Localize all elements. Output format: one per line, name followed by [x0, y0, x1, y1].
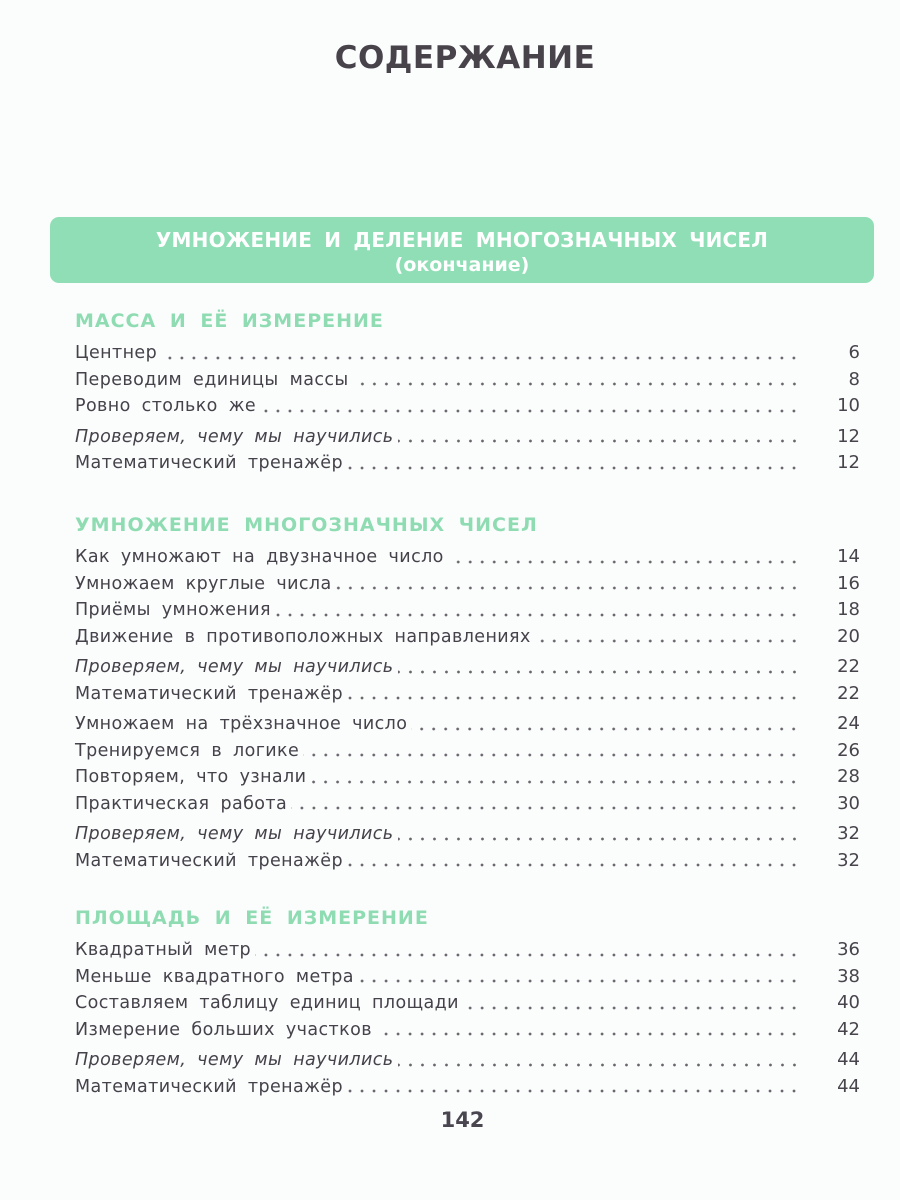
entry-page: 30 [837, 792, 860, 814]
dot-leader [161, 356, 800, 360]
section-heading: МАССА И ЕЁ ИЗМЕРЕНИЕ [75, 310, 384, 332]
page-number: 142 [440, 1108, 485, 1132]
dot-leader [347, 696, 800, 700]
entry-label: Проверяем, чему мы научились [75, 821, 398, 848]
entry-label: Центнер [75, 340, 161, 367]
toc-entry[interactable] [75, 990, 860, 1017]
dot-leader [398, 837, 800, 841]
toc-entry[interactable] [75, 654, 860, 681]
entry-page: 12 [837, 452, 860, 473]
dot-leader [347, 1089, 800, 1093]
toc-entry[interactable] [75, 1017, 860, 1044]
entry-page: 44 [837, 1075, 860, 1097]
toc-entry[interactable] [75, 424, 860, 451]
dot-leader [398, 670, 800, 674]
entry-page: 8 [848, 368, 860, 390]
page-title: СОДЕРЖАНИЕ [334, 40, 596, 76]
entry-page: 6 [848, 342, 860, 363]
entry-label: Составляем таблицу единиц площади [75, 990, 463, 1017]
entry-label: Движение в противоположных направлениях [75, 624, 535, 651]
entry-page: 32 [837, 823, 860, 844]
toc-section-mass [75, 308, 860, 477]
entry-label: Математический тренажёр [75, 1074, 347, 1101]
toc-entry[interactable] [75, 821, 860, 848]
entry-page: 14 [837, 546, 860, 567]
entry-label: Проверяем, чему мы научились [75, 424, 398, 451]
toc-entry[interactable] [75, 450, 860, 477]
entry-label: Проверяем, чему мы научились [75, 654, 398, 681]
toc-entry[interactable] [75, 597, 860, 624]
toc-entry[interactable] [75, 1047, 860, 1074]
dot-leader [535, 639, 800, 643]
entry-label: Умножаем на трёхзначное число [75, 711, 411, 738]
dot-leader [463, 1006, 800, 1010]
toc-entry[interactable] [75, 393, 860, 420]
entry-label: Повторяем, что узнали [75, 764, 310, 791]
toc-entry[interactable] [75, 711, 860, 738]
entry-page: 26 [837, 739, 860, 761]
toc-section-area [75, 905, 860, 1100]
dot-leader [291, 806, 800, 810]
entry-page: 18 [837, 599, 860, 620]
entry-label: Как умножают на двузначное число [75, 544, 448, 571]
entry-page: 22 [837, 682, 860, 704]
toc-entry[interactable] [75, 738, 860, 765]
chapter-banner [50, 217, 874, 283]
dot-leader [275, 613, 800, 617]
toc-entry[interactable] [75, 1074, 860, 1101]
dot-leader [347, 863, 800, 867]
chapter-subtitle: (окончание) [394, 254, 530, 276]
entry-label: Проверяем, чему мы научились [75, 1047, 398, 1074]
dot-leader [255, 953, 800, 957]
entry-label: Квадратный метр [75, 937, 255, 964]
entry-label: Математический тренажёр [75, 450, 347, 477]
entry-label: Математический тренажёр [75, 848, 347, 875]
dot-leader [411, 727, 800, 731]
entry-page: 44 [837, 1049, 860, 1070]
dot-leader [347, 466, 800, 470]
toc-entry[interactable] [75, 937, 860, 964]
section-heading: ПЛОЩАДЬ И ЕЁ ИЗМЕРЕНИЕ [75, 907, 429, 929]
dot-leader [260, 409, 800, 413]
entry-page: 16 [837, 572, 860, 594]
toc-entry[interactable] [75, 544, 860, 571]
toc-section-multiplication [75, 512, 860, 874]
entry-page: 38 [837, 965, 860, 987]
entry-page: 42 [837, 1018, 860, 1040]
toc-entry[interactable] [75, 964, 860, 991]
toc-entry[interactable] [75, 791, 860, 818]
entry-page: 24 [837, 713, 860, 734]
entry-label: Умножаем круглые числа [75, 571, 336, 598]
entry-page: 32 [837, 849, 860, 871]
dot-leader [448, 560, 800, 564]
dot-leader [353, 382, 800, 386]
entry-page: 22 [837, 656, 860, 677]
dot-leader [398, 439, 800, 443]
entry-page: 28 [837, 766, 860, 787]
dot-leader [336, 586, 800, 590]
entry-label: Переводим единицы массы [75, 367, 353, 394]
toc-entry[interactable] [75, 764, 860, 791]
entry-label: Измерение больших участков [75, 1017, 376, 1044]
entry-page: 20 [837, 625, 860, 647]
entry-page: 10 [837, 395, 860, 416]
toc-entry[interactable] [75, 624, 860, 651]
toc-entry[interactable] [75, 848, 860, 875]
chapter-title: УМНОЖЕНИЕ И ДЕЛЕНИЕ МНОГОЗНАЧНЫХ ЧИСЕЛ [155, 228, 769, 252]
toc-entry[interactable] [75, 367, 860, 394]
entry-label: Тренируемся в логике [75, 738, 303, 765]
toc-entry[interactable] [75, 340, 860, 367]
section-heading: УМНОЖЕНИЕ МНОГОЗНАЧНЫХ ЧИСЕЛ [75, 514, 538, 536]
entry-page: 40 [837, 992, 860, 1013]
entry-label: Приёмы умножения [75, 597, 275, 624]
toc-entry[interactable] [75, 571, 860, 598]
entry-label: Практическая работа [75, 791, 291, 818]
dot-leader [310, 780, 800, 784]
dot-leader [358, 979, 800, 983]
dot-leader [303, 753, 800, 757]
dot-leader [398, 1063, 800, 1067]
entry-label: Меньше квадратного метра [75, 964, 358, 991]
entry-page: 36 [837, 939, 860, 960]
entry-label: Математический тренажёр [75, 681, 347, 708]
entry-page: 12 [837, 425, 860, 447]
toc-entry[interactable] [75, 681, 860, 708]
dot-leader [376, 1032, 800, 1036]
entry-label: Ровно столько же [75, 393, 260, 420]
